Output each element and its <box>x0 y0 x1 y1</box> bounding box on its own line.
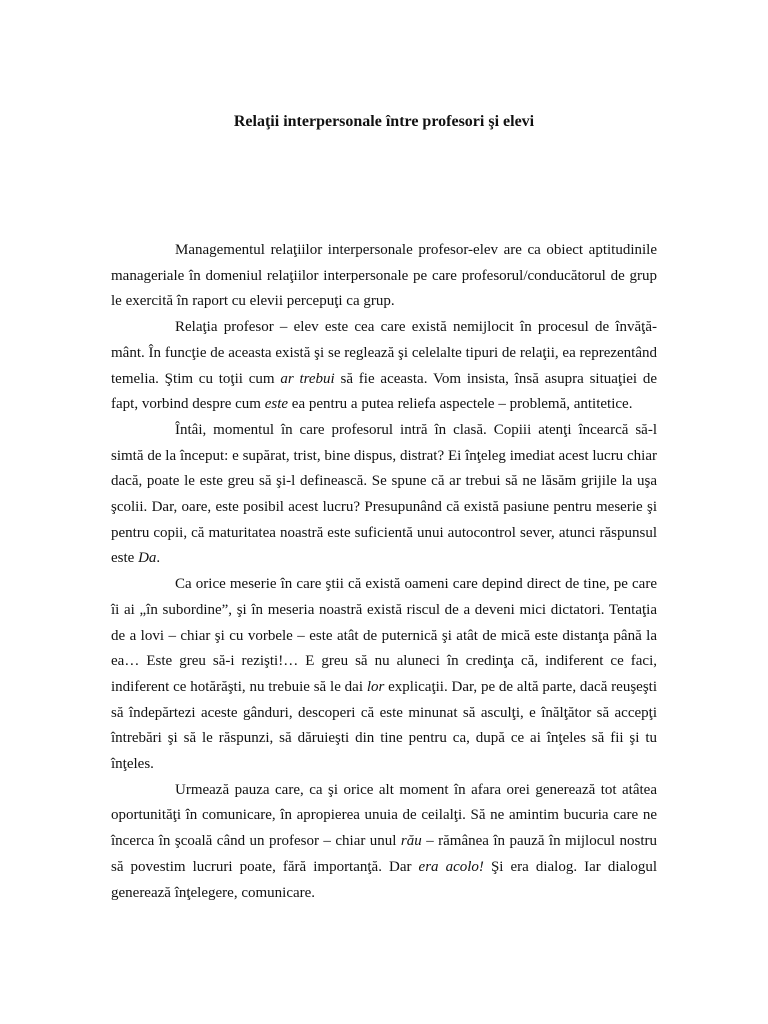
italic-text: lor <box>366 678 385 695</box>
text-run: Urmează pauza care, ca şi orice alt moment în afara orei generează tot atâtea oportunităţi în comunicare, în apropierea unuia de ceilalţi. Să ne amintim bucuria care ne încerca în şcoală când un profesor – chiar unul <box>111 781 657 850</box>
text-run: Întâi, momentul în care profesorul intră în clasă. Copiii atenţi încearcă să-l simtă de la început: e supărat, trist, bine dispus, distrat? Ei înţeleg imediat acest lucru chiar dacă, poate le este greu să şi-l definească. Se spune că ar trebui să ne lăsăm grijile la uşa şcolii. Dar, oare, este posibil acest lucru? Presupunând că există pasiune pentru meserie şi pentru copii, că maturitatea noastră este suficientă unui autocontrol sever, atunci răspunsul este <box>111 421 657 567</box>
text-run: – rămânea în pauză în mijlocul nostru să povestim lucruri poate, fără importanţă. Dar <box>111 833 657 875</box>
italic-text: Da <box>138 550 157 567</box>
paragraph-3 <box>111 418 657 572</box>
paragraph-1 <box>111 238 657 315</box>
italic-text: ar trebui <box>280 370 335 387</box>
text-run: Ca orice meserie în care ştii că există oameni care depind direct de tine, pe care îi ai „în subordine”, şi în meseria noastră există riscul de a deveni mici dictatori. Tentaţia de a lovi – chiar şi cu vorbele – este atât de puternică şi atât de mică este distanţa până la ea… Este greu să-i rezişti!… E greu să nu aluneci în credinţa că, indiferent ce faci, indiferent ce hotărăşti, nu trebuie să le dai <box>111 576 657 695</box>
document-body <box>111 238 657 906</box>
text-run: Relaţia profesor – elev este cea care există nemijlocit în procesul de învăţă-mânt. În funcţie de aceasta există şi se reglează şi celelalte tipuri de relaţii, ea reprezentând temelia. Ştim cu toţii cum <box>111 319 657 387</box>
paragraph-2 <box>111 315 657 418</box>
italic-text: era acolo! <box>418 858 484 875</box>
text-run: să fie aceasta. Vom insista, însă asupra situaţiei de fapt, vorbind despre cum <box>111 370 658 413</box>
text-run: ea pentru a putea reliefa aspectele – problemă, antitetice. <box>288 396 633 413</box>
text-run: Managementul relaţiilor interpersonale profesor-elev are ca obiect aptitudinile manageriale în domeniul relaţiilor interpersonale pe care profesorul/conducătorul de grup le exercită în raport cu elevii percepuţi ca grup. <box>111 242 657 310</box>
paragraph-5 <box>111 778 657 907</box>
text-run: explicaţii. Dar, pe de altă parte, dacă reuşeşti să îndepărtezi aceste gânduri, descoperi că este minunat să asculţi, e înălţător să accepţi întrebări şi să le răspunzi, să dăruieşti din tine pentru ca, după ce ai înţeles să fii şi tu înţeles. <box>111 678 657 773</box>
document-title: Relaţii interpersonale între profesori şi elevi <box>233 113 535 130</box>
text-run: Şi era dialog. Iar dialogul generează înţelegere, comunicare. <box>111 858 657 901</box>
italic-text: este <box>264 396 289 413</box>
italic-text: rău <box>400 833 422 850</box>
text-run: . <box>156 550 161 567</box>
paragraph-4 <box>111 572 657 778</box>
